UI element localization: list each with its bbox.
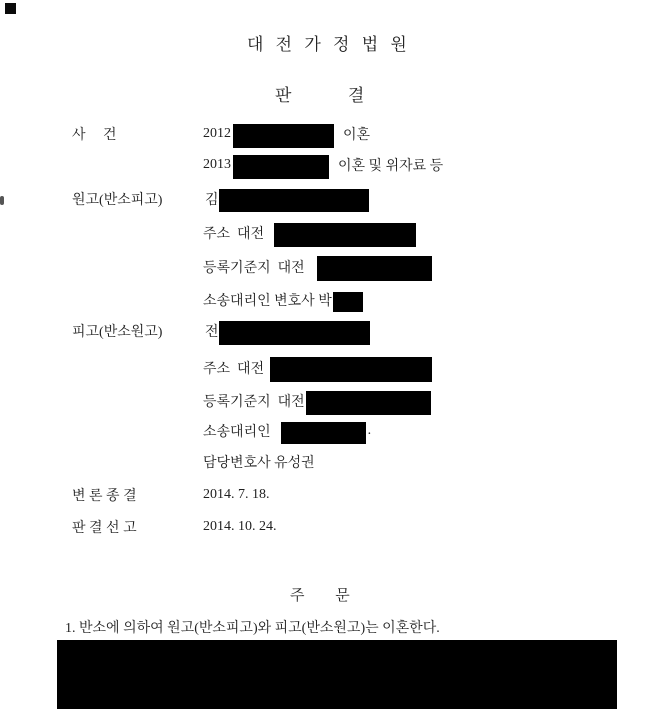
defendant-address-label: 주소 대전 bbox=[203, 362, 265, 377]
case-type-2: 이혼 및 위자료 등 bbox=[338, 159, 444, 174]
defendant-row bbox=[0, 317, 656, 345]
case-type-1: 이혼 bbox=[343, 128, 371, 143]
redaction-box bbox=[306, 391, 431, 415]
order-item-1: 1. 반소에 의하여 원고(반소피고)와 피고(반소원고)는 이혼한다. bbox=[65, 621, 440, 636]
defendant-address bbox=[203, 354, 432, 382]
plaintiff-registry-row bbox=[0, 253, 656, 281]
plaintiff-address-row bbox=[0, 219, 656, 247]
sentencing-row bbox=[0, 513, 656, 541]
redaction-box bbox=[233, 155, 329, 179]
plaintiff-registry bbox=[203, 253, 432, 281]
defendant-counsel bbox=[203, 417, 371, 445]
attorney-in-charge: 담당변호사 유성권 bbox=[203, 456, 315, 471]
document-title: 판 결 bbox=[275, 86, 367, 105]
defendant-counsel-suffix: . bbox=[367, 423, 372, 438]
case-label: 사 건 bbox=[72, 128, 117, 143]
defendant-name bbox=[205, 317, 370, 345]
hearing-closed-date: 2014. 7. 18. bbox=[203, 487, 270, 502]
plaintiff-counsel-row bbox=[0, 286, 656, 314]
plaintiff-label: 원고(반소피고) bbox=[72, 193, 163, 208]
attorney-in-charge-row bbox=[0, 448, 656, 476]
hearing-closed-label: 변 론 종 결 bbox=[72, 489, 137, 504]
sentencing-date: 2014. 10. 24. bbox=[203, 519, 277, 534]
case-value-1 bbox=[203, 120, 370, 148]
defendant-registry-label: 등록기준지 대전 bbox=[203, 395, 305, 410]
defendant-name-prefix: 전 bbox=[205, 325, 219, 340]
plaintiff-row bbox=[0, 185, 656, 213]
redaction-box bbox=[270, 357, 432, 382]
plaintiff-name-prefix: 김 bbox=[205, 193, 219, 208]
case-row-1 bbox=[0, 120, 656, 148]
plaintiff-address bbox=[203, 219, 416, 247]
redaction-box bbox=[317, 256, 432, 281]
case-value-2 bbox=[203, 151, 443, 179]
court-name: 대 전 가 정 법 원 bbox=[247, 35, 411, 54]
sentencing-label: 판 결 선 고 bbox=[72, 521, 137, 536]
order-heading: 주 문 bbox=[290, 588, 352, 604]
plaintiff-name bbox=[205, 185, 369, 213]
plaintiff-counsel bbox=[203, 286, 363, 314]
defendant-registry bbox=[203, 387, 431, 415]
scan-artifact-top-left bbox=[5, 3, 16, 14]
defendant-registry-row bbox=[0, 387, 656, 415]
defendant-label: 피고(반소원고) bbox=[72, 325, 163, 340]
redaction-block-large bbox=[57, 640, 617, 709]
case-number-2: 2013 bbox=[203, 157, 231, 172]
defendant-counsel-row bbox=[0, 417, 656, 445]
plaintiff-registry-label: 등록기준지 대전 bbox=[203, 261, 305, 276]
hearing-closed-row bbox=[0, 481, 656, 509]
plaintiff-address-label: 주소 대전 bbox=[203, 227, 265, 242]
defendant-counsel-label: 소송대리인 bbox=[203, 425, 271, 440]
redaction-box bbox=[333, 292, 363, 312]
redaction-box bbox=[219, 321, 370, 345]
redaction-box bbox=[233, 124, 334, 148]
defendant-address-row bbox=[0, 354, 656, 382]
redaction-box bbox=[274, 223, 416, 247]
redaction-box bbox=[219, 189, 369, 212]
plaintiff-counsel-label: 소송대리인 변호사 박 bbox=[203, 294, 332, 309]
case-row-2 bbox=[0, 151, 656, 179]
redaction-box bbox=[281, 422, 366, 444]
case-number-1: 2012 bbox=[203, 126, 231, 141]
